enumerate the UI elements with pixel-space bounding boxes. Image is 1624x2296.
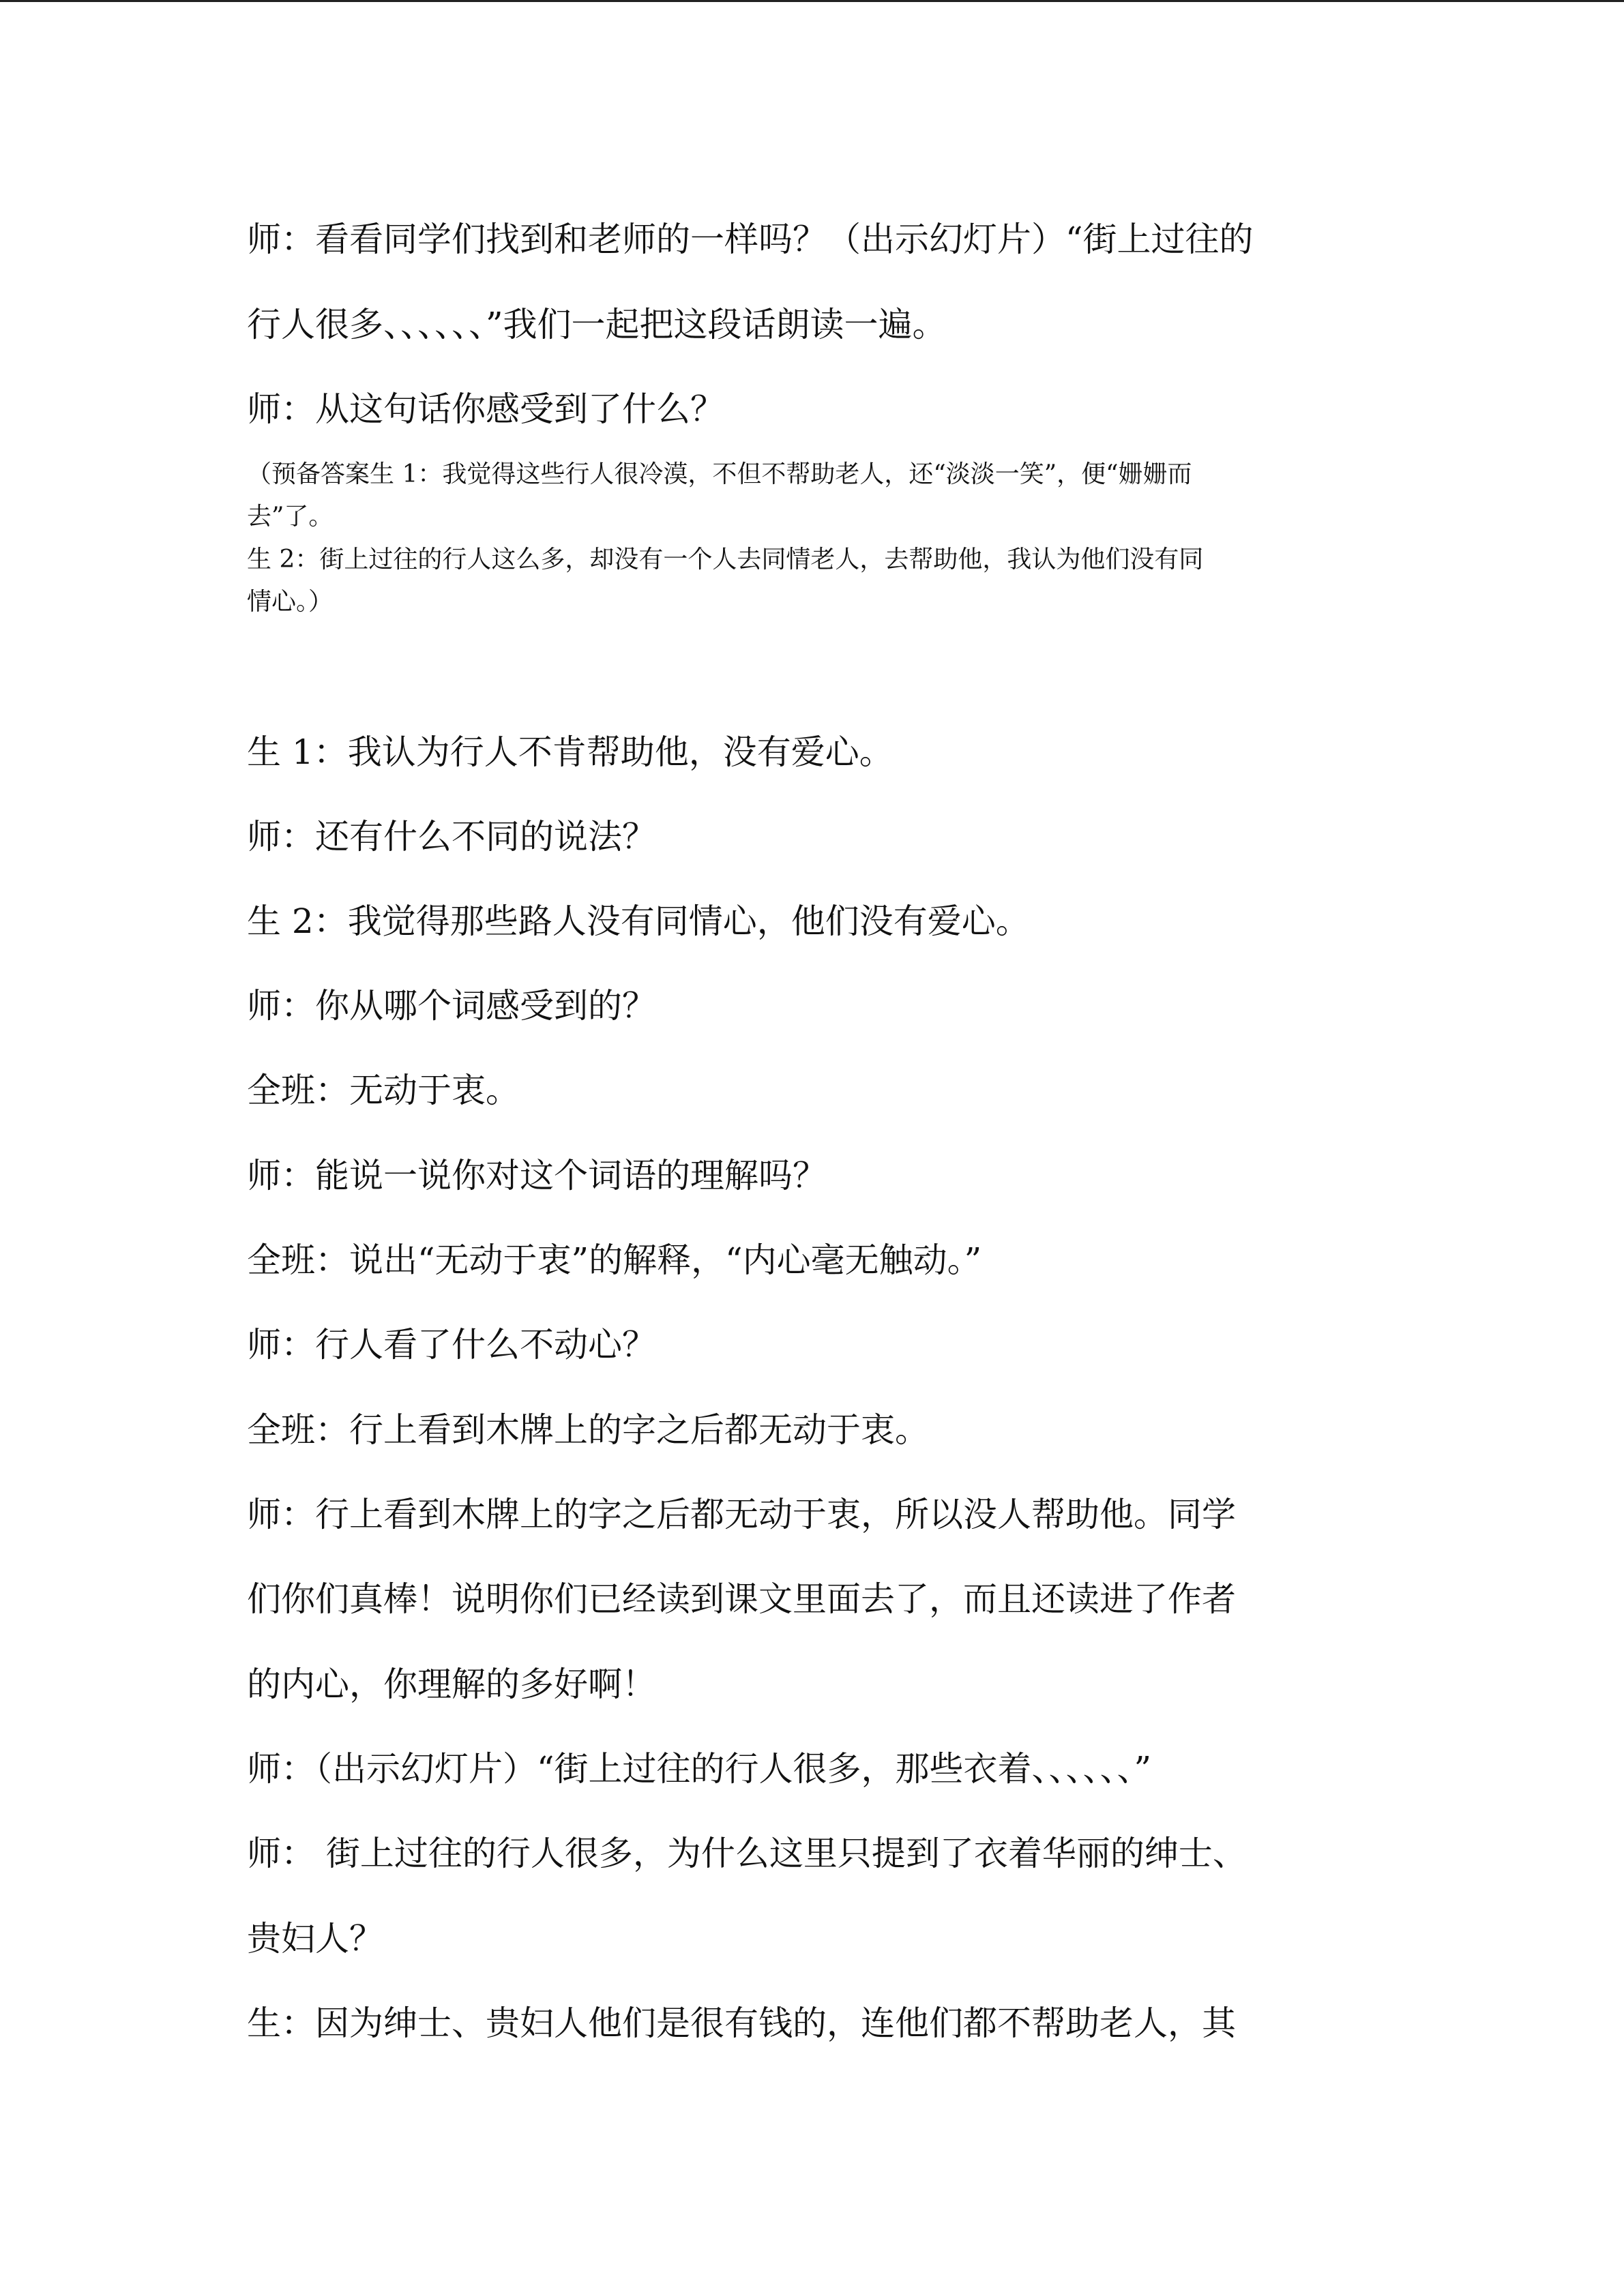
- text-line: （预备答案生 1：我觉得这些行人很冷漠，不但不帮助老人，还“淡淡一笑”，便“姗姗而: [247, 460, 1192, 488]
- text-line: 师：行人看了什么不动心？: [247, 1325, 656, 1365]
- text-line: 去”了。: [247, 503, 334, 531]
- text-line: 生 1：我认为行人不肯帮助他，没有爱心。: [247, 732, 894, 772]
- text-line: 师： 街上过往的行人很多，为什么这里只提到了衣着华丽的绅士、: [247, 1834, 1247, 1873]
- text-line: 师：（出示幻灯片）“街上过往的行人很多，那些衣着、、、、、、”: [247, 1749, 1152, 1789]
- text-line: 师：能说一说你对这个词语的理解吗？: [247, 1156, 827, 1195]
- text-line: 情心。）: [247, 588, 334, 616]
- text-line: 全班：说出“无动于衷”的解释，“内心毫无触动。”: [247, 1240, 982, 1280]
- text-line: 师：从这句话你感受到了什么？: [247, 389, 724, 429]
- text-line: 生：因为绅士、贵妇人他们是很有钱的，连他们都不帮助老人，其: [247, 2003, 1236, 2043]
- text-line: 贵妇人？: [247, 1919, 383, 1958]
- text-line: 全班：无动于衷。: [247, 1071, 520, 1110]
- text-line: 生 2：街上过往的行人这么多，却没有一个人去同情老人，去帮助他，我认为他们没有同: [247, 546, 1204, 573]
- text-line: 师：行上看到木牌上的字之后都无动于衷，所以没人帮助他。同学: [247, 1495, 1236, 1534]
- text-line: 师：还有什么不同的说法？: [247, 817, 656, 856]
- text-line: 全班：行上看到木牌上的字之后都无动于衷。: [247, 1410, 929, 1450]
- text-line: 师：看看同学们找到和老师的一样吗？（出示幻灯片）“街上过往的: [247, 220, 1254, 259]
- text-line: 师：你从哪个词感受到的？: [247, 986, 656, 1026]
- text-line: 行人很多、、、、、、”我们一起把这段话朗读一遍。: [247, 305, 947, 344]
- text-line: 们你们真棒！说明你们已经读到课文里面去了，而且还读进了作者: [247, 1579, 1236, 1619]
- text-line: 生 2：我觉得那些路人没有同情心，他们没有爱心。: [247, 901, 1030, 941]
- text-line: 的内心，你理解的多好啊！: [247, 1665, 656, 1704]
